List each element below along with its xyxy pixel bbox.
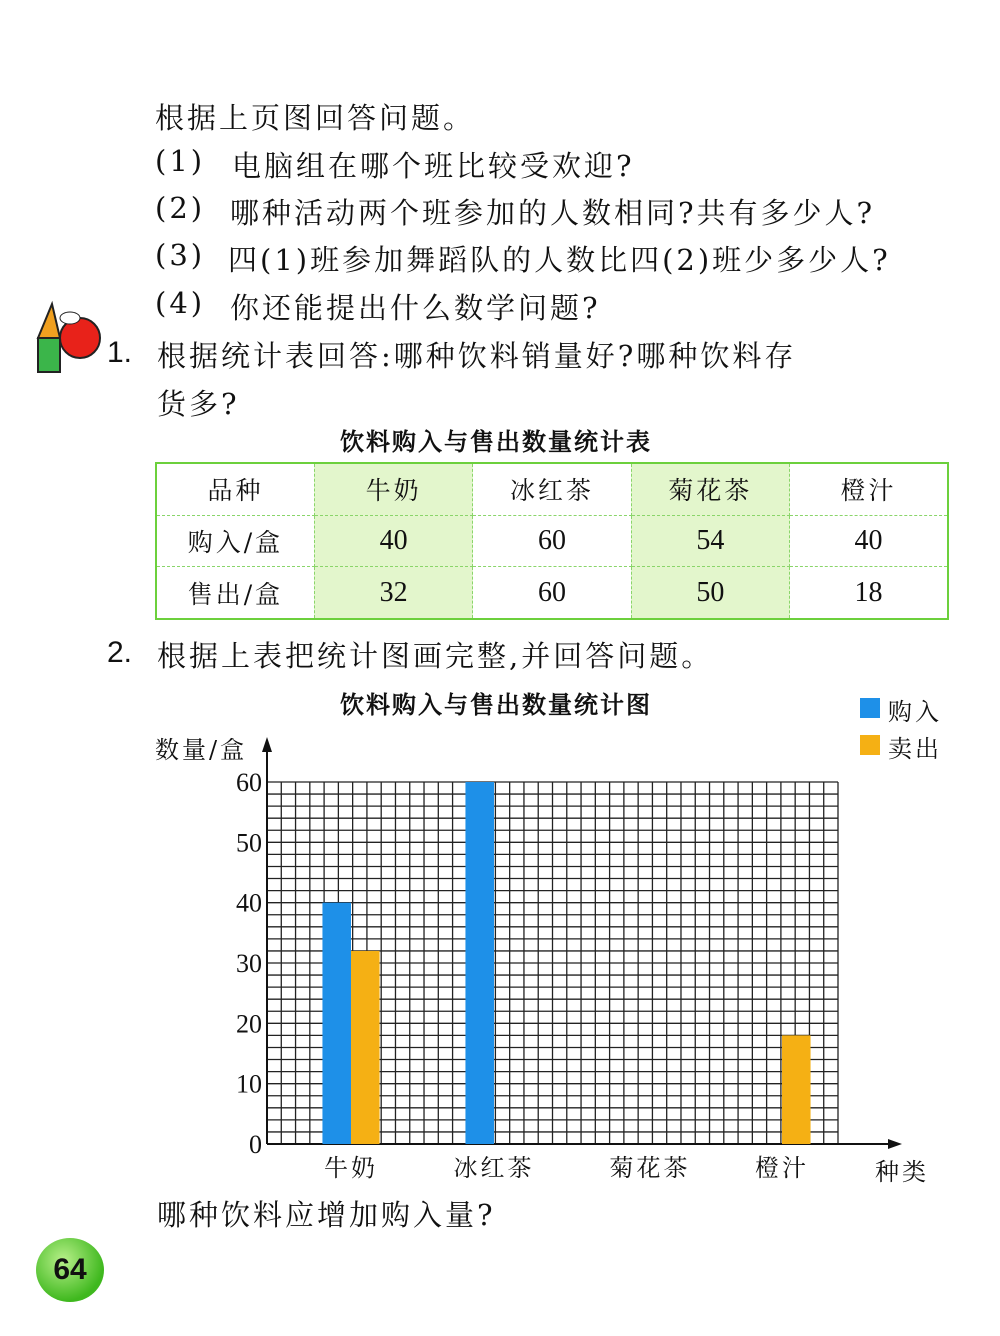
y-tick-label: 60 — [236, 768, 262, 797]
question-3-num: (3) — [155, 238, 206, 272]
exercise-1-num: 1. — [107, 336, 133, 369]
table-title: 饮料购入与售出数量统计表 — [340, 427, 652, 456]
y-tick-label: 40 — [236, 888, 262, 918]
page-number: 64 — [36, 1238, 104, 1302]
table-cell: 60 — [473, 515, 631, 567]
y-tick-label: 50 — [236, 828, 262, 858]
bar-sold — [351, 951, 380, 1144]
exercise-2-text: 根据上表把统计图画完整,并回答问题。 — [157, 639, 714, 673]
x-tick-label: 橙汁 — [755, 1154, 809, 1182]
header-cell: 牛奶 — [314, 463, 472, 515]
y-axis-arrow — [262, 737, 272, 752]
x-tick-label: 冰红茶 — [453, 1154, 535, 1182]
table-cell: 40 — [790, 515, 948, 567]
row-label: 购入/盒 — [156, 515, 314, 567]
exercise-2-question: 哪种饮料应增加购入量? — [157, 1198, 496, 1232]
question-1-text: 电脑组在哪个班比较受欢迎? — [232, 149, 635, 183]
header-cell: 品种 — [156, 463, 314, 515]
question-3-text: 四(1)班参加舞蹈队的人数比四(2)班少多少人? — [228, 243, 891, 277]
y-tick-label: 10 — [236, 1069, 262, 1099]
exercise-2-num: 2. — [107, 636, 133, 669]
table-cell: 18 — [790, 567, 948, 619]
exercise-1-line2: 货多? — [157, 387, 240, 421]
question-4-text: 你还能提出什么数学问题? — [230, 291, 601, 325]
x-axis-label: 种类 — [875, 1158, 929, 1186]
header-cell: 冰红茶 — [473, 463, 631, 515]
question-2-text: 哪种活动两个班参加的人数相同?共有多少人? — [230, 196, 876, 230]
y-axis-label: 数量/盒 — [155, 736, 248, 764]
x-tick-label: 菊花茶 — [609, 1154, 691, 1182]
y-tick-label: 0 — [249, 1130, 262, 1159]
intro-heading: 根据上页图回答问题。 — [155, 101, 476, 135]
table-cell: 60 — [473, 567, 631, 619]
legend-label-bought: 购入 — [888, 698, 942, 726]
bar-bought — [322, 903, 351, 1144]
header-cell: 橙汁 — [790, 463, 948, 515]
y-tick-label: 30 — [236, 949, 262, 978]
table-cell: 32 — [314, 567, 472, 619]
question-4-num: (4) — [155, 286, 206, 320]
chart-title: 饮料购入与售出数量统计图 — [340, 690, 652, 719]
x-axis-arrow — [888, 1139, 902, 1149]
x-tick-label: 牛奶 — [324, 1154, 378, 1182]
y-tick-label: 20 — [236, 1009, 262, 1039]
header-cell: 菊花茶 — [631, 463, 789, 515]
question-1-num: (1) — [155, 144, 206, 178]
exercise-1-line1: 根据统计表回答:哪种饮料销量好?哪种饮料存 — [157, 339, 797, 373]
table-cell: 40 — [314, 515, 472, 567]
row-label: 售出/盒 — [156, 567, 314, 619]
bar-sold — [782, 1035, 811, 1144]
question-2-num: (2) — [155, 191, 206, 225]
table-cell: 50 — [631, 567, 789, 619]
legend-label-sold: 卖出 — [888, 735, 942, 763]
table-cell: 54 — [631, 515, 789, 567]
bar-bought — [465, 782, 494, 1144]
